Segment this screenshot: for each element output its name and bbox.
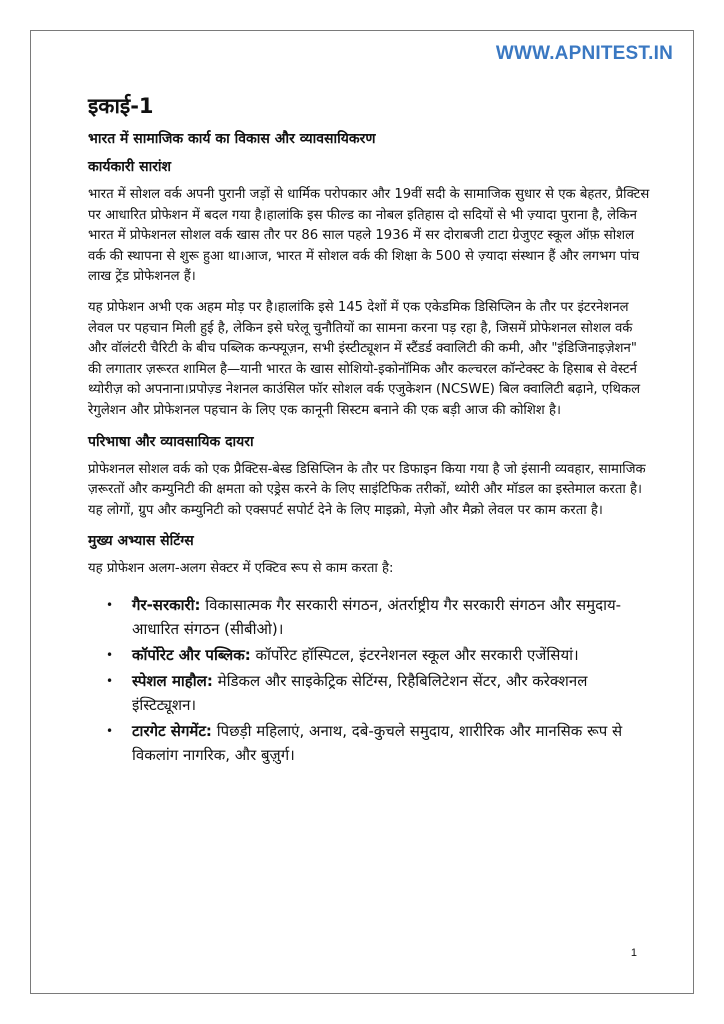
main-heading: भारत में सामाजिक कार्य का विकास और व्यावसायिकरण <box>88 131 376 147</box>
list-item-term: स्पेशल माहौल: <box>132 672 213 691</box>
document-page <box>30 30 694 994</box>
page-content <box>88 93 650 769</box>
practice-settings-intro: यह प्रोफेशन अलग-अलग सेक्टर में एक्टिव रूप से काम करता है: <box>88 561 394 577</box>
page-number: 1 <box>630 947 637 959</box>
list-item-text: कॉर्पोरेट हॉस्पिटल, इंटरनेशनल स्कूल और सरकारी एजेंसियां। <box>250 646 579 665</box>
practice-settings-list <box>88 593 650 767</box>
bullet-icon: • <box>106 648 114 663</box>
list-item-text: विकासात्मक गैर सरकारी संगठन, अंतर्राष्ट्रीय गैर सरकारी संगठन और समुदाय-आधारित संगठन (सीबीओ)। <box>132 596 622 639</box>
list-item <box>106 719 650 767</box>
paragraph-definition: प्रोफेशनल सोशल वर्क को एक प्रैक्टिस-बेस्ड डिसिप्लिन के तौर पर डिफाइन किया गया है जो इंसानी व्यवहार, सामाजिक ज़रूरतों और कम्युनिटी की क्षमता को एड्रेस करने के लिए साइंटिफिक तरीकों, थ्योरी और मॉडल का इस्तेमाल करता है।यह लोगों, ग्रुप और कम्युनिटी को एक्सपर्ट सपोर्ट देने के लिए माइक्रो, मेज़ो और मैक्रो लेवल पर काम करता है। <box>88 461 646 518</box>
paragraph-summary-1: भारत में सोशल वर्क अपनी पुरानी जड़ों से धार्मिक परोपकार और 19वीं सदी के सामाजिक सुधार से एक बेहतर, प्रैक्टिस पर आधारित प्रोफेशन में बदल गया है।हालांकि इस फील्ड का नोबल इतिहास दो सदियों से भी ज़्यादा पुराना है, लेकिन भारत में प्रोफेशनल सोशल वर्क खास तौर पर 86 साल पहले 1936 में सर दोराबजी टाटा ग्रेजुएट स्कूल ऑफ़ सोशल वर्क की स्थापना से शुरू हुआ था।आज, भारत में सोशल वर्क की शिक्षा के 500 से ज़्यादा संस्थान हैं और लगभग पांच लाख ट्रेंड प्रोफेशनल हैं। <box>88 187 650 285</box>
section-heading-practice-settings: मुख्य अभ्यास सेटिंग्स <box>88 533 194 550</box>
unit-title: इकाई-1 <box>88 94 154 118</box>
bullet-icon: • <box>106 724 114 739</box>
bullet-icon: • <box>106 598 114 613</box>
list-item <box>106 643 650 667</box>
site-url[interactable]: WWW.APNITEST.IN <box>495 43 673 64</box>
list-item-term: टारगेट सेगमेंट: <box>132 722 212 741</box>
section-heading-definition: परिभाषा और व्यावसायिक दायरा <box>88 433 254 450</box>
list-item-term: कॉर्पोरेट और पब्लिक: <box>132 646 251 665</box>
list-item <box>106 593 650 641</box>
bullet-icon: • <box>106 674 114 689</box>
paragraph-summary-2: यह प्रोफेशन अभी एक अहम मोड़ पर है।हालांकि इसे 145 देशों में एक एकेडमिक डिसिप्लिन के तौर पर इंटरनेशनल लेवल पर पहचान मिली हुई है, लेकिन इसे घरेलू चुनौतियों का सामना करना पड़ रहा है, जिसमें प्रोफेशनल सोशल वर्क और वॉलंटरी चैरिटी के बीच पब्लिक कन्फ्यूज़न, सभी इंस्टीट्यूशन में स्टैंडर्ड क्वालिटी की कमी, और "इंडिजिनाइज़ेशन" की लगातार ज़रूरत शामिल है—यानी भारत के खास सोशियो-इकोनॉमिक और कल्चरल कॉन्टेक्स्ट के हिसाब से वेस्टर्न थ्योरीज़ को अपनाना।प्रपोज़्ड नेशनल काउंसिल फॉर सोशल वर्क एजुकेशन (NCSWE) बिल क्वालिटी बढ़ाने, एथिकल रेगुलेशन और प्रोफेशनल पहचान के लिए एक कानूनी सिस्टम बनाने की एक बड़ी आज की कोशिश है। <box>88 299 641 418</box>
list-item-term: गैर-सरकारी: <box>132 596 201 615</box>
list-item-text: मेडिकल और साइकेट्रिक सेटिंग्स, रिहैबिलिटेशन सेंटर, और करेक्शनल इंस्टिट्यूशन। <box>132 672 588 715</box>
list-item-text: पिछड़ी महिलाएं, अनाथ, दबे-कुचले समुदाय, शारीरिक और मानसिक रूप से विकलांग नागरिक, और बुज़ुर्ग। <box>132 722 623 765</box>
section-heading-executive-summary: कार्यकारी सारांश <box>88 159 172 175</box>
list-item <box>106 669 650 717</box>
